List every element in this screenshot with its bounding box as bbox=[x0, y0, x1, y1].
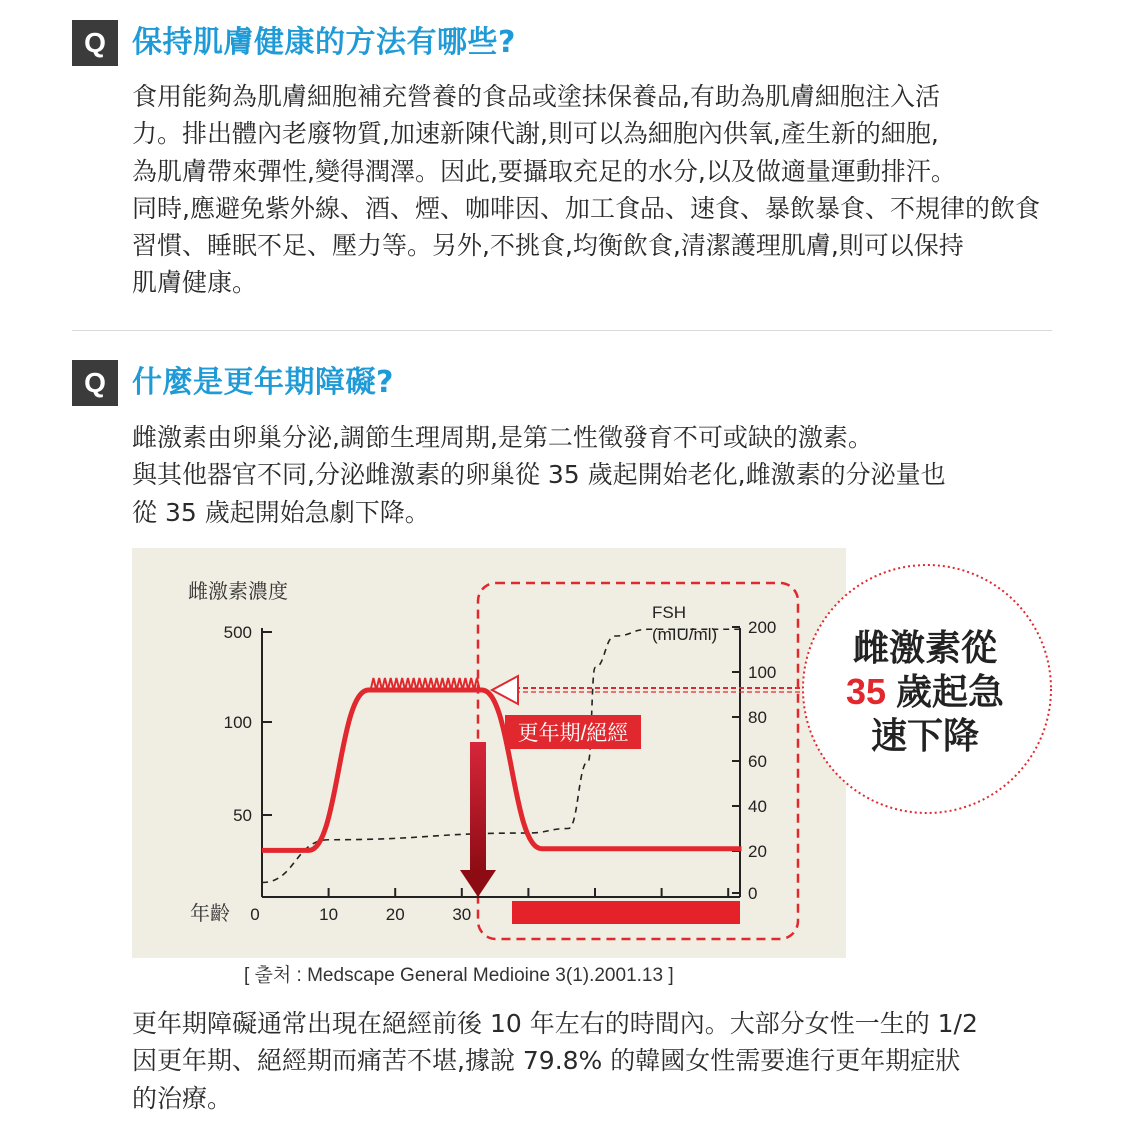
q2-badge: Q bbox=[72, 360, 118, 406]
q1-badge: Q bbox=[72, 20, 118, 66]
q2-title: 什麼是更年期障礙? bbox=[132, 365, 394, 400]
q2-line: 與其他器官不同,分泌雌激素的卵巢從 35 歲起開始老化,雌激素的分泌量也 bbox=[132, 460, 946, 490]
right-tick-label: 0 bbox=[748, 884, 758, 903]
right-tick-label: 60 bbox=[748, 752, 767, 771]
callout-accent: 35 bbox=[845, 671, 887, 712]
q2-conclusion bbox=[132, 1005, 1037, 1117]
q1-line: 同時,應避免紫外線、酒、煙、咖啡因、加工食品、速食、暴飲暴食、不規律的飲食 bbox=[132, 193, 1040, 223]
q1-line: 習慣、睡眠不足、壓力等。另外,不挑食,均衡飲食,清潔護理肌膚,則可以保持 bbox=[132, 231, 964, 261]
q2-after-line: 因更年期、絕經期而痛苦不堪,據說 79.8% 的韓國女性需要進行更年期症狀 bbox=[132, 1046, 961, 1076]
q2-after-line: 更年期障礙通常出現在絕經前後 10 年左右的時間內。大部分女性一生的 1/2 bbox=[132, 1009, 978, 1038]
right-tick-label: 200 bbox=[748, 618, 777, 637]
q2-line: 從 35 歲起開始急劇下降。 bbox=[132, 497, 430, 527]
right-axis-label-fsh: FSH bbox=[652, 603, 686, 622]
right-tick-label: 20 bbox=[748, 842, 767, 861]
right-tick-label: 80 bbox=[748, 708, 767, 727]
q1-line: 肌膚健康。 bbox=[132, 268, 258, 298]
left-axis-label: 雌激素濃度 bbox=[188, 581, 288, 603]
q1-line: 食用能夠為肌膚細胞補充營養的食品或塗抹保養品,有助為肌膚細胞注入活 bbox=[132, 82, 940, 111]
callout-line2-rest: 歲起急 bbox=[886, 671, 1005, 712]
q1-title: 保持肌膚健康的方法有哪些? bbox=[132, 25, 516, 60]
right-tick-label: 100 bbox=[748, 663, 777, 682]
x-tick-label: 30 bbox=[452, 905, 472, 924]
callout-line2 bbox=[846, 671, 1005, 712]
drop-arrow-shaft bbox=[470, 742, 486, 872]
q2-after-line: 的治療。 bbox=[132, 1083, 233, 1113]
q2-line: 雌激素由卵巢分泌,調節生理周期,是第二性徵發育不可或缺的激素。 bbox=[132, 423, 873, 452]
right-tick-label: 40 bbox=[748, 797, 767, 816]
left-tick-label: 50 bbox=[233, 806, 252, 825]
callout-line3: 速下降 bbox=[870, 715, 980, 756]
x-tick-label: 0 bbox=[250, 905, 260, 924]
callout-line1: 雌激素從 bbox=[852, 627, 998, 668]
x-tick-label: 10 bbox=[319, 905, 339, 924]
left-tick-label: 500 bbox=[223, 623, 252, 642]
source-citation: [ 출처 : Medscape General Medioine 3(1).2001.13 ] bbox=[244, 965, 674, 986]
right-axis-label-unit: (mIU/ml) bbox=[652, 625, 718, 644]
q1-line: 力。排出體內老廢物質,加速新陳代謝,則可以為細胞內供氧,產生新的細胞, bbox=[132, 119, 939, 149]
left-tick-label: 100 bbox=[223, 713, 252, 732]
menopause-label: 更年期/絕經 bbox=[517, 722, 629, 745]
x-tick-label: 20 bbox=[385, 905, 405, 924]
x-axis-label: 年齡 bbox=[190, 903, 230, 925]
age-band bbox=[512, 901, 740, 924]
q1-line: 為肌膚帶來彈性,變得潤澤。因此,要攝取充足的水分,以及做適量運動排汗。 bbox=[132, 156, 956, 186]
